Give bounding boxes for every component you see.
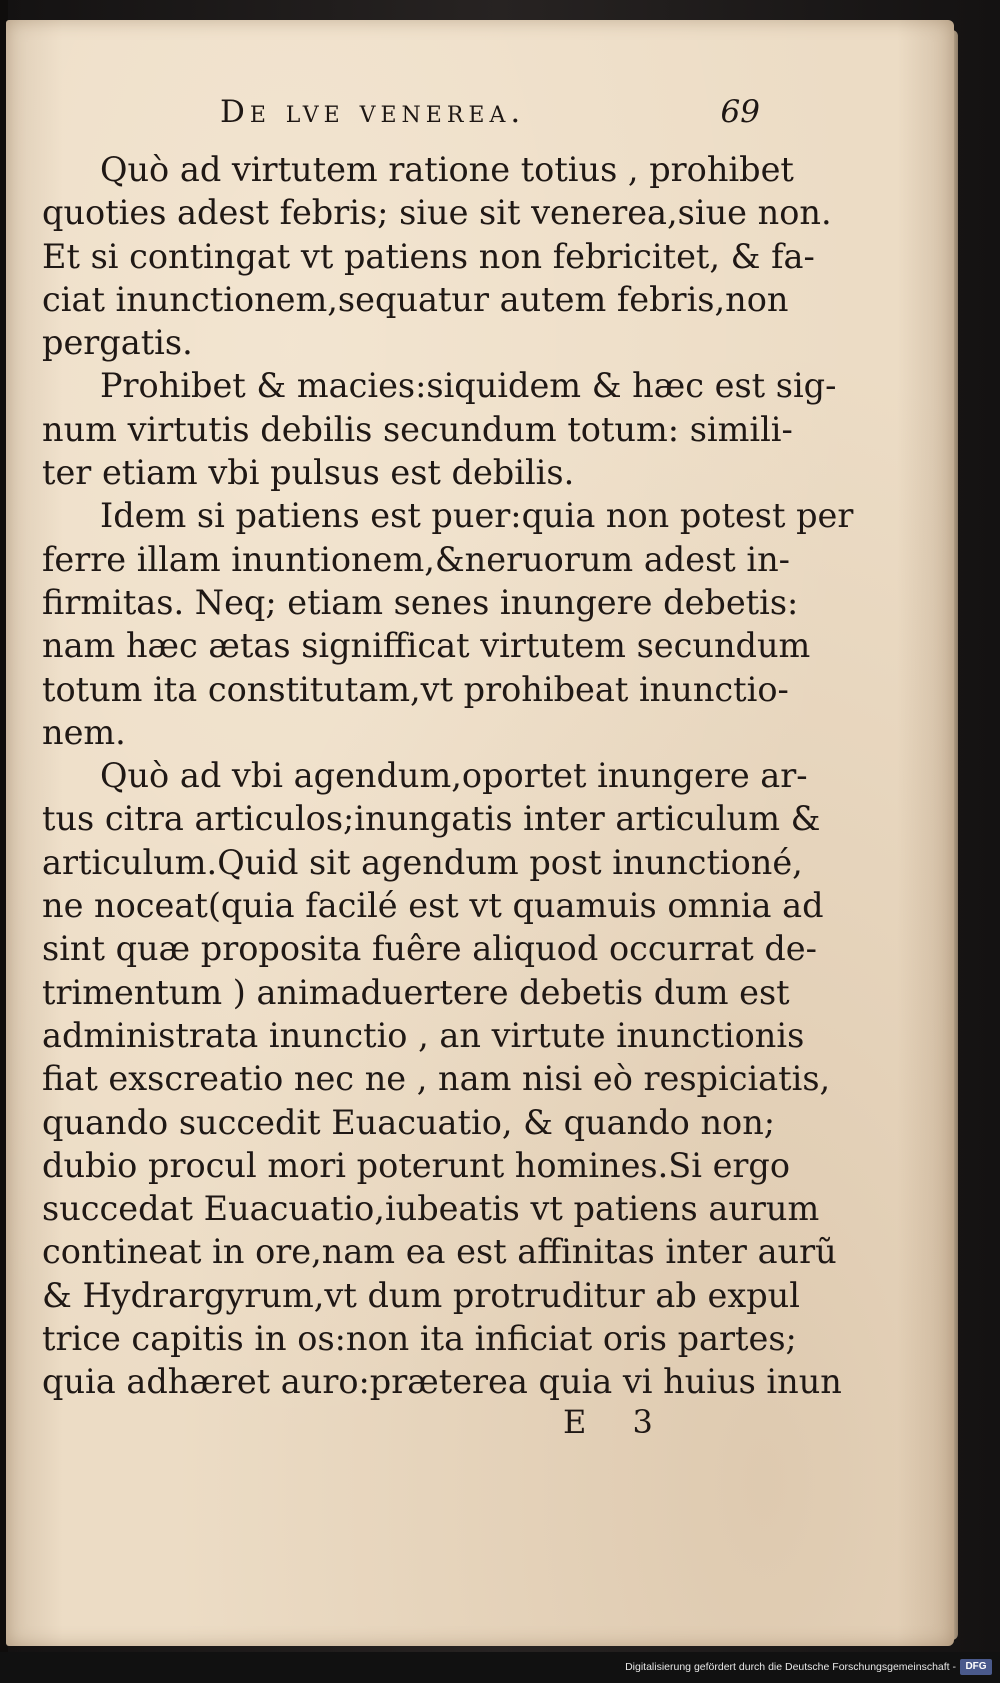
text-line: quando succedit Euacuatio, & quando non; [42,1102,776,1142]
text-line: nam hæc ætas signifficat virtutem secundum [42,626,811,666]
text-line: num virtutis debilis secundum totum: simili- [42,409,793,449]
signature-mark: E 3 [563,1403,671,1441]
text-line: administrata inunctio , an virtute inunctionis [42,1015,805,1055]
text-line: tus citra articulos;inungatis inter articulum & [42,799,821,839]
running-head: De lve venerea. [220,94,526,130]
text-line: quia adhæret auro:præterea quia vi huius inun [42,1362,842,1402]
text-line: succedat Euacuatio,iubeatis vt patiens aurum [42,1189,820,1229]
text-line: firmitas. Neq; etiam senes inungere debetis: [42,582,799,622]
text-line: trimentum ) animaduertere debetis dum est [42,972,790,1012]
text-line: & Hydrargyrum,vt dum protruditur ab expul [42,1275,800,1315]
text-line: Et si contingat vt patiens non febricitet, & fa- [42,236,815,276]
text-line: Quò ad virtutem ratione totius , prohibet [100,150,794,189]
text-line: ferre illam inuntionem,&neruorum adest in- [42,539,790,579]
text-line: Quò ad vbi agendum,oportet inungere ar- [100,756,808,796]
text-line: quoties adest febris; siue sit venerea,siue non. [42,193,832,233]
text-line: contineat in ore,nam ea est affinitas inter aurũ [42,1232,837,1272]
page-header [220,94,760,144]
footer-bar [0,1652,1000,1683]
text-line: sint quæ proposita fuêre aliquod occurrat de- [42,929,817,969]
text-line: fiat exscreatio nec ne , nam nisi eò respiciatis, [42,1059,831,1099]
text-line: ciat inunctionem,sequatur autem febris,non [42,279,789,319]
text-line: articulum.Quid sit agendum post inunctioné, [42,842,803,882]
text-line: Idem si patiens est puer:quia non potest per [100,496,854,536]
text-line: ter etiam vbi pulsus est debilis. [42,453,575,493]
text-line: dubio procul mori poterunt homines.Si ergo [42,1145,791,1185]
dfg-logo: DFG [960,1659,992,1675]
text-line: totum ita constitutam,vt prohibeat inunctio- [42,669,789,709]
funding-credit: Digitalisierung gefördert durch die Deutsche Forschungsgemeinschaft - [625,1661,956,1673]
page-number: 69 [720,94,760,130]
text-line: trice capitis in os:non ita inficiat oris partes; [42,1319,797,1359]
body-text [42,148,854,1404]
text-line: ne noceat(quia facilé est vt quamuis omnia ad [42,886,824,926]
text-line: nem. [42,712,126,752]
text-line: Prohibet & macies:siquidem & hæc est sig- [100,366,837,406]
text-line: pergatis. [42,323,193,363]
